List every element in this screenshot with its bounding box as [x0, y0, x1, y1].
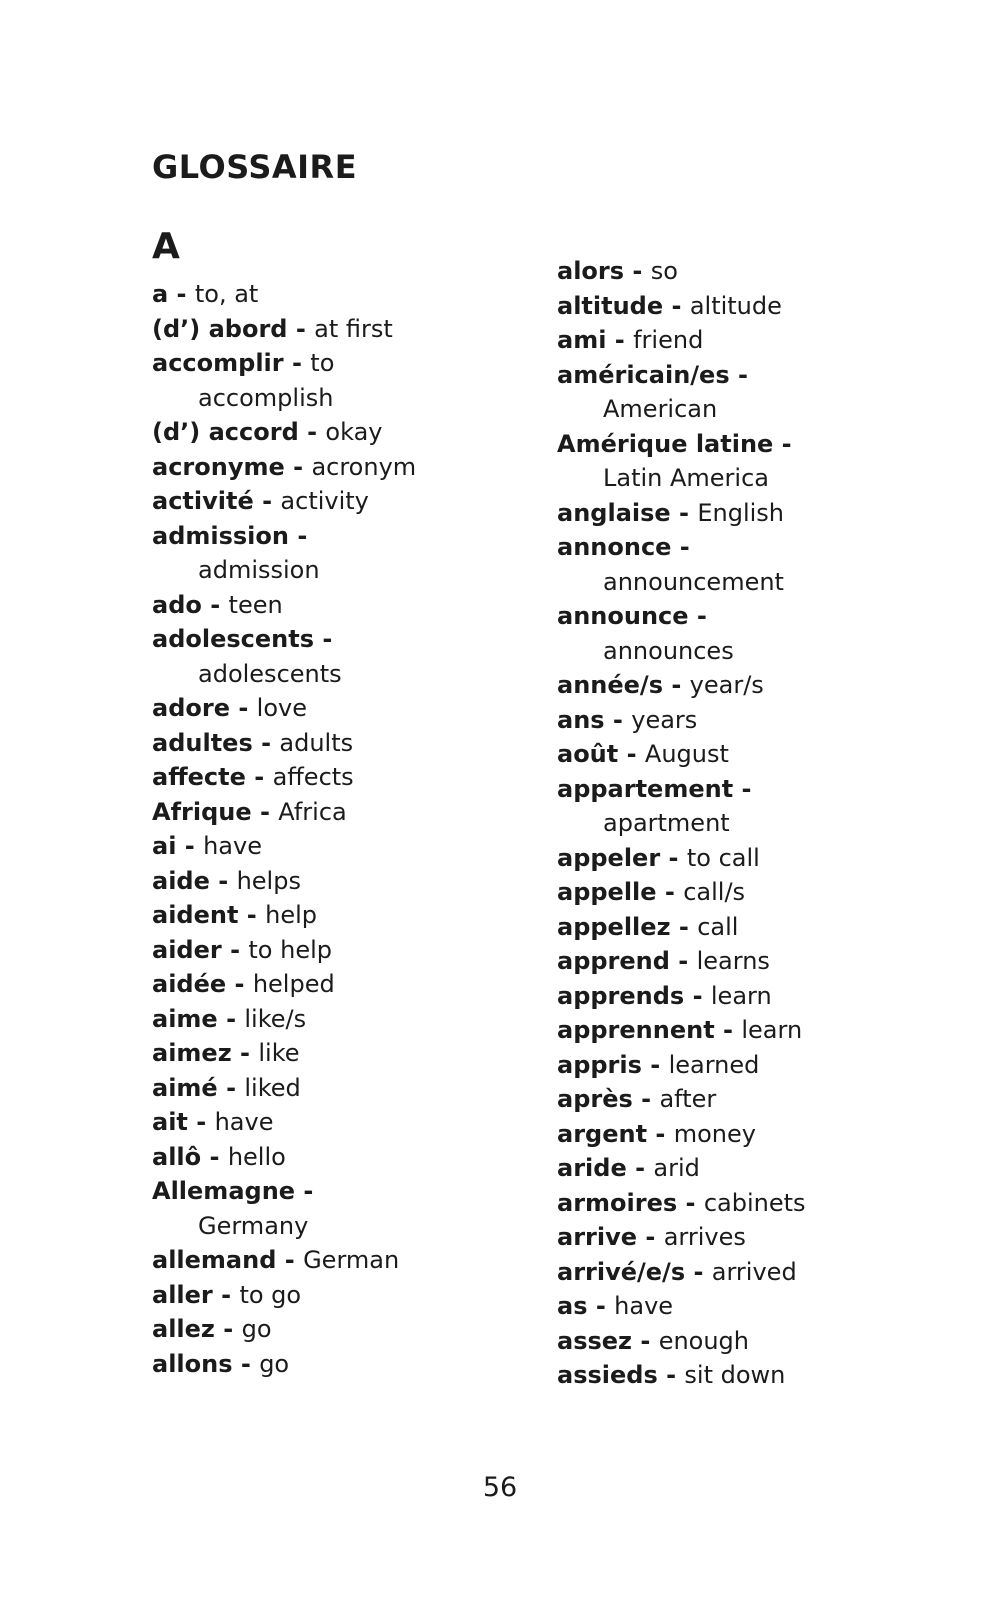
glossary-entry: [152, 829, 522, 864]
glossary-entry: [152, 933, 522, 968]
entry-definition: August: [644, 740, 729, 768]
entry-term: Afrique: [152, 797, 252, 826]
glossary-entry: [557, 254, 897, 289]
entry-term: aide: [152, 866, 210, 895]
entry-separator: -: [201, 1142, 228, 1171]
glossary-entry: [557, 289, 897, 324]
entry-term: après: [557, 1085, 633, 1113]
entry-definition: have: [214, 1108, 274, 1136]
entry-definition: go: [241, 1315, 272, 1343]
entry-separator: -: [287, 314, 315, 343]
entry-definition-continuation: Germany: [198, 1211, 309, 1240]
entry-term: aride: [557, 1154, 627, 1182]
entry-definition: learn: [741, 1016, 803, 1044]
entry-separator: -: [606, 326, 634, 354]
entry-line: [152, 795, 522, 830]
entry-line: [152, 760, 522, 795]
entry-line: [557, 875, 897, 910]
glossary-entry: [152, 1174, 522, 1243]
entry-separator: -: [647, 1119, 674, 1148]
entry-term: ans: [557, 705, 605, 734]
entry-separator: -: [284, 452, 312, 481]
entry-separator: -: [656, 878, 684, 906]
entry-separator: -: [201, 590, 229, 619]
glossary-entry: [152, 967, 522, 1002]
entry-line: [557, 1255, 897, 1290]
glossary-entry: [557, 1013, 897, 1048]
glossary-entry: [152, 1347, 522, 1382]
entry-separator: -: [624, 257, 651, 285]
entry-term: announce: [557, 602, 689, 630]
glossary-entry: [557, 1220, 897, 1255]
entry-term: ait: [152, 1108, 188, 1136]
entry-line: [557, 1358, 897, 1393]
entry-line: [152, 1140, 522, 1175]
glossary-entry: [152, 450, 522, 485]
glossary-entry: [152, 1312, 522, 1347]
glossary-entry: [557, 1048, 897, 1083]
entry-term: as: [557, 1292, 588, 1320]
entry-definition: enough: [658, 1326, 750, 1355]
entry-term: acronyme: [152, 452, 285, 481]
glossary-entry: [557, 841, 897, 876]
glossary-entry: [557, 1082, 897, 1117]
entry-line: [152, 519, 522, 554]
entry-definition: year/s: [689, 671, 764, 699]
entry-definition: like: [258, 1039, 300, 1067]
entry-definition-continuation: admission: [198, 556, 320, 584]
entry-line: [152, 1002, 522, 1037]
entry-term: allez: [152, 1315, 215, 1343]
entry-definition: go: [259, 1349, 290, 1378]
entry-definition: activity: [280, 487, 369, 515]
entry-term: argent: [557, 1119, 648, 1148]
entry-line: [557, 1151, 897, 1186]
entry-definition: have: [614, 1292, 674, 1320]
entry-separator: -: [226, 970, 253, 998]
glossary-entry: [557, 496, 897, 531]
entry-term: apprends: [557, 981, 685, 1010]
entry-line: [557, 1013, 897, 1048]
entry-definition: friend: [633, 326, 704, 354]
entry-definition-continuation: accomplish: [198, 383, 334, 412]
glossary-entry: [557, 1255, 897, 1290]
glossary-entry: [557, 358, 897, 427]
entry-definition: English: [697, 498, 785, 527]
entry-definition: adults: [279, 728, 354, 757]
glossary-entry: [152, 312, 522, 347]
glossary-column-left: [152, 277, 522, 1381]
section-letter-heading: A: [152, 226, 180, 267]
entry-line: [557, 703, 897, 738]
entry-term: aidée: [152, 970, 227, 998]
entry-separator: -: [670, 498, 698, 527]
entry-definition: call: [697, 912, 739, 941]
entry-line: [557, 1117, 897, 1152]
glossary-entry: [152, 1036, 522, 1071]
entry-line: [557, 1289, 897, 1324]
entry-definition: learned: [668, 1050, 760, 1079]
entry-term: aider: [152, 935, 222, 964]
entry-term: appeler: [557, 843, 661, 872]
entry-definition: teen: [228, 590, 283, 619]
entry-term: adultes: [152, 728, 253, 757]
entry-term: (d’) accord: [152, 418, 299, 446]
entry-separator: -: [729, 360, 748, 389]
entry-separator: -: [677, 1188, 704, 1217]
entry-term: allons: [152, 1349, 233, 1378]
entry-definition: to help: [248, 935, 332, 964]
entry-definition: to go: [239, 1280, 302, 1309]
entry-separator: -: [168, 280, 195, 308]
glossary-entry: [152, 588, 522, 623]
entry-term: aller: [152, 1280, 213, 1309]
entry-definition: at first: [314, 314, 393, 343]
entry-term: arrive: [557, 1223, 638, 1251]
entry-definition: acronym: [311, 452, 417, 481]
entry-definition-continuation: American: [603, 395, 718, 423]
entry-line: [152, 1243, 522, 1278]
entry-definition: so: [650, 257, 678, 285]
entry-line: [152, 726, 522, 761]
entry-term: Allemagne: [152, 1177, 296, 1205]
entry-line: [557, 737, 897, 772]
entry-line: [557, 979, 897, 1014]
glossary-entry: [557, 703, 897, 738]
entry-line: [557, 599, 897, 634]
entry-line: [152, 1347, 522, 1382]
glossary-entry: [152, 1071, 522, 1106]
entry-definition: affects: [272, 763, 354, 791]
entry-separator: -: [587, 1292, 615, 1320]
glossary-entry: [557, 979, 897, 1014]
entry-term: adore: [152, 694, 230, 722]
entry-definition: helped: [252, 970, 335, 998]
glossary-entry: [152, 795, 522, 830]
entry-term: appartement: [557, 774, 734, 803]
entry-separator: -: [657, 1361, 685, 1389]
entry-line: [152, 1105, 522, 1140]
entry-line: [152, 622, 522, 657]
entry-term: admission: [152, 521, 289, 550]
glossary-entry: [557, 1358, 897, 1393]
entry-line: [152, 691, 522, 726]
entry-line: [152, 450, 522, 485]
entry-separator: -: [231, 1039, 259, 1067]
entry-definition: liked: [244, 1073, 301, 1102]
glossary-entry: [152, 691, 522, 726]
glossary-entry: [557, 910, 897, 945]
entry-term: (d’) abord: [152, 314, 288, 343]
glossary-entry: [557, 668, 897, 703]
entry-line: [557, 427, 897, 462]
entry-separator: -: [229, 694, 257, 722]
entry-term: assez: [557, 1326, 633, 1355]
entry-term: appelle: [557, 878, 657, 906]
entry-separator: -: [637, 1223, 664, 1251]
entry-definition: help: [265, 901, 317, 929]
entry-line: [152, 1278, 522, 1313]
entry-definition: love: [256, 694, 307, 722]
entry-separator: -: [253, 487, 281, 515]
entry-definition: cabinets: [703, 1188, 806, 1217]
entry-line: [152, 1312, 522, 1347]
entry-term: allô: [152, 1142, 202, 1171]
entry-separator: -: [217, 1073, 245, 1102]
entry-term: altitude: [557, 291, 664, 320]
entry-separator: -: [245, 763, 273, 791]
entry-definition: have: [203, 832, 262, 860]
entry-separator: -: [298, 418, 326, 446]
entry-line: [152, 277, 522, 312]
entry-line: [557, 772, 897, 807]
entry-definition-continuation: announces: [603, 636, 734, 665]
entry-line: [557, 841, 897, 876]
entry-definition: okay: [325, 418, 383, 446]
entry-definition: like/s: [244, 1004, 307, 1033]
entry-definition: learns: [696, 947, 770, 975]
entry-term: armoires: [557, 1188, 678, 1217]
entry-definition: sit down: [684, 1361, 786, 1389]
entry-definition: German: [303, 1246, 400, 1274]
entry-definition: learn: [710, 981, 772, 1010]
entry-term: arrivé/e/s: [557, 1257, 686, 1286]
entry-separator: -: [660, 843, 687, 872]
entry-line: [557, 1082, 897, 1117]
entry-line: [152, 829, 522, 864]
glossary-entry: [152, 622, 522, 691]
entry-term: anglaise: [557, 498, 671, 527]
entry-line: [152, 864, 522, 899]
glossary-entry: [152, 864, 522, 899]
entry-separator: -: [641, 1050, 669, 1079]
entry-definition-continuation: Latin America: [603, 464, 769, 492]
entry-term: aimez: [152, 1039, 232, 1067]
glossary-entry: [557, 1186, 897, 1221]
entry-separator: -: [295, 1177, 314, 1205]
glossary-column-right: [557, 254, 897, 1393]
entry-separator: -: [252, 728, 280, 757]
entry-definition: arrives: [663, 1223, 746, 1251]
entry-definition: Africa: [278, 797, 347, 826]
glossary-entry: [152, 484, 522, 519]
entry-term: août: [557, 740, 619, 768]
entry-term: ami: [557, 326, 607, 354]
page-number: 56: [482, 1472, 518, 1503]
glossary-entry: [557, 1289, 897, 1324]
entry-separator: -: [714, 1016, 742, 1044]
entry-separator: -: [314, 625, 333, 653]
entry-term: allemand: [152, 1246, 277, 1274]
glossary-entry: [152, 1105, 522, 1140]
entry-separator: -: [671, 533, 690, 561]
entry-separator: -: [187, 1108, 215, 1136]
entry-separator: -: [669, 947, 697, 975]
entry-definition: money: [673, 1119, 756, 1148]
entry-line: [152, 1174, 522, 1209]
entry-separator: -: [212, 1280, 240, 1309]
entry-line: [557, 1186, 897, 1221]
entry-line: [152, 415, 522, 450]
entry-separator: -: [733, 774, 752, 803]
glossary-entry: [557, 1324, 897, 1359]
glossary-entry: [557, 875, 897, 910]
glossary-entry: [557, 737, 897, 772]
entry-line: [557, 1324, 897, 1359]
glossary-entry: [152, 726, 522, 761]
entry-definition-continuation: announcement: [603, 567, 784, 596]
entry-term: année/s: [557, 671, 663, 699]
entry-separator: -: [663, 291, 690, 320]
glossary-entry: [557, 1117, 897, 1152]
entry-term: aime: [152, 1004, 218, 1033]
entry-line: [152, 312, 522, 347]
glossary-entry: [152, 1278, 522, 1313]
entry-line: [557, 944, 897, 979]
entry-term: accomplir: [152, 349, 284, 377]
glossary-entry: [152, 519, 522, 588]
entry-term: Amérique latine: [557, 429, 774, 458]
entry-line: [557, 496, 897, 531]
entry-term: américain/es: [557, 360, 730, 389]
entry-line: [152, 1036, 522, 1071]
glossary-entry: [557, 772, 897, 841]
entry-definition-continuation: adolescents: [198, 659, 342, 688]
entry-definition: to: [310, 349, 335, 377]
entry-term: aimé: [152, 1073, 218, 1102]
entry-separator: -: [688, 602, 707, 630]
entry-separator: -: [214, 1315, 242, 1343]
glossary-entry: [557, 944, 897, 979]
glossary-entry: [557, 427, 897, 496]
entry-separator: -: [232, 1349, 260, 1378]
glossary-entry: [152, 760, 522, 795]
glossary-entry: [152, 1140, 522, 1175]
entry-separator: -: [217, 1004, 245, 1033]
entry-definition: helps: [236, 866, 301, 895]
entry-definition-continuation: apartment: [603, 809, 730, 837]
entry-term: a: [152, 280, 169, 308]
entry-line: [557, 358, 897, 393]
entry-separator: -: [684, 981, 711, 1010]
entry-line: [152, 933, 522, 968]
entry-separator: -: [626, 1154, 654, 1182]
glossary-entry: [152, 1002, 522, 1037]
glossary-entry: [152, 898, 522, 933]
glossary-entry: [557, 323, 897, 358]
entry-term: apprend: [557, 947, 670, 975]
entry-line: [557, 530, 897, 565]
glossary-entry: [557, 530, 897, 599]
entry-term: assieds: [557, 1361, 658, 1389]
entry-term: ai: [152, 832, 177, 860]
entry-separator: -: [288, 521, 308, 550]
entry-line: [557, 289, 897, 324]
entry-separator: -: [176, 832, 204, 860]
entry-definition: altitude: [689, 291, 782, 320]
entry-definition: arrived: [711, 1257, 797, 1286]
entry-separator: -: [209, 866, 237, 895]
glossary-entry: [152, 415, 522, 450]
entry-separator: -: [773, 429, 792, 458]
entry-definition: to, at: [194, 280, 259, 308]
entry-term: appris: [557, 1050, 642, 1079]
entry-term: aident: [152, 901, 239, 929]
glossary-entry: [557, 599, 897, 668]
entry-separator: -: [221, 935, 249, 964]
entry-line: [152, 484, 522, 519]
entry-term: activité: [152, 487, 254, 515]
entry-definition: years: [631, 705, 698, 734]
entry-separator: -: [618, 740, 645, 768]
glossary-entry: [152, 346, 522, 415]
entry-line: [152, 346, 522, 381]
page-title: GLOSSAIRE: [152, 148, 358, 186]
entry-term: adolescents: [152, 625, 314, 653]
entry-term: alors: [557, 257, 625, 285]
entry-separator: -: [632, 1326, 659, 1355]
entry-definition: to call: [686, 843, 760, 872]
entry-line: [557, 668, 897, 703]
entry-line: [557, 254, 897, 289]
entry-separator: -: [632, 1085, 660, 1113]
glossary-entry: [152, 277, 522, 312]
entry-term: annonce: [557, 533, 672, 561]
entry-line: [557, 1048, 897, 1083]
entry-separator: -: [251, 797, 279, 826]
entry-separator: -: [238, 901, 266, 929]
entry-line: [557, 1220, 897, 1255]
entry-separator: -: [276, 1246, 304, 1274]
entry-separator: -: [662, 671, 690, 699]
entry-separator: -: [670, 912, 698, 941]
entry-line: [152, 1071, 522, 1106]
entry-term: ado: [152, 590, 202, 619]
entry-term: appellez: [557, 912, 671, 941]
entry-line: [557, 323, 897, 358]
entry-term: apprennent: [557, 1016, 715, 1044]
entry-definition: call/s: [683, 878, 746, 906]
entry-line: [557, 910, 897, 945]
entry-separator: -: [685, 1257, 712, 1286]
entry-line: [152, 588, 522, 623]
entry-separator: -: [283, 349, 311, 377]
entry-line: [152, 967, 522, 1002]
entry-line: [152, 898, 522, 933]
glossary-entry: [152, 1243, 522, 1278]
entry-term: affecte: [152, 763, 246, 791]
entry-definition: after: [659, 1085, 717, 1113]
entry-separator: -: [604, 705, 632, 734]
entry-definition: hello: [227, 1142, 286, 1171]
glossary-entry: [557, 1151, 897, 1186]
entry-definition: arid: [653, 1154, 700, 1182]
